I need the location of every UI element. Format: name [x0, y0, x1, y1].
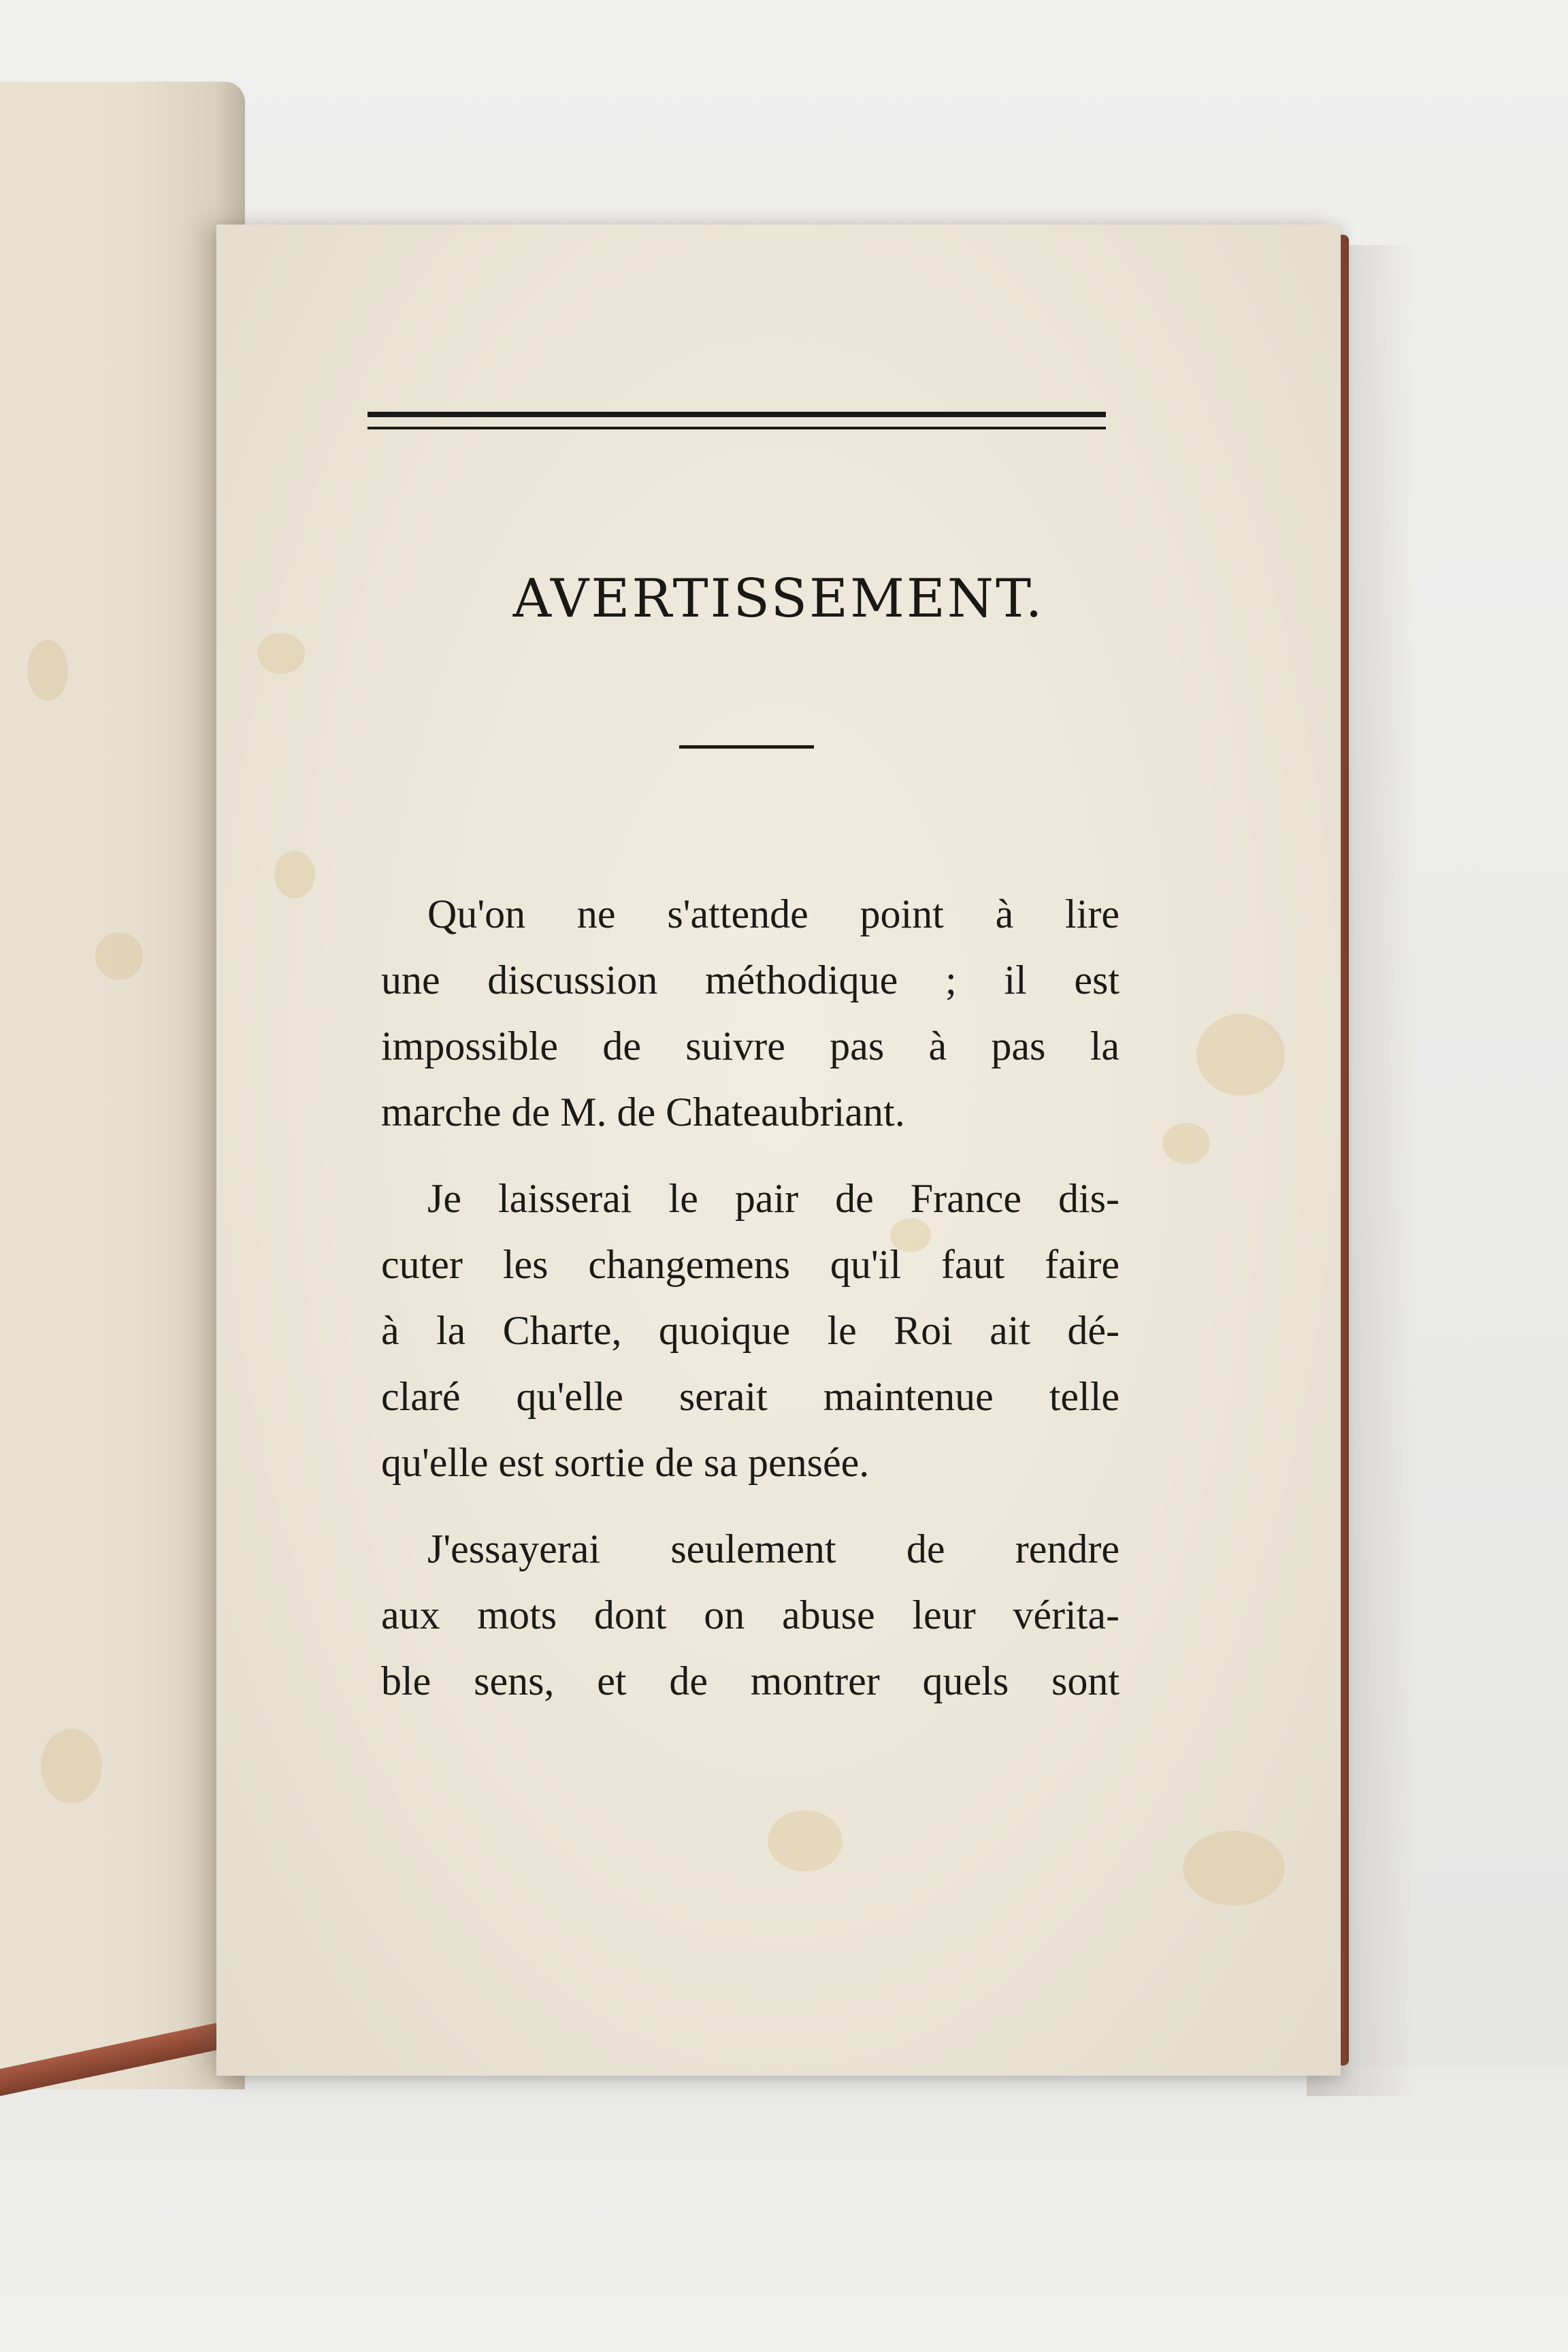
body-text: [381, 881, 1120, 1735]
text-line: à la Charte, quoique le Roi ait dé-: [381, 1308, 1120, 1353]
header-rule: [368, 412, 1106, 429]
text-line: qu'elle est sortie de sa pensée.: [381, 1440, 870, 1485]
text-line: marche de M. de Chateaubriant.: [381, 1090, 905, 1134]
paragraph: [381, 881, 1120, 1145]
text-line: Qu'on ne s'attende point à lire: [427, 892, 1120, 936]
left-page: [0, 82, 245, 2089]
book-page: [216, 225, 1341, 2076]
text-line: J'essayerai seulement de rendre: [427, 1526, 1120, 1571]
page-title: AVERTISSEMENT.: [512, 568, 1045, 630]
foxing-spot: [768, 1810, 843, 1872]
text-line: une discussion méthodique ; il est: [381, 958, 1120, 1002]
text-line: ble sens, et de montrer quels sont: [381, 1659, 1120, 1703]
text-line: claré qu'elle serait maintenue telle: [381, 1374, 1120, 1419]
foxing-spot: [95, 932, 143, 980]
text-line: aux mots dont on abuse leur vérita-: [381, 1592, 1120, 1637]
table-surface: [0, 2066, 1568, 2352]
text-line: Je laisserai le pair de France dis-: [427, 1176, 1120, 1221]
foxing-spot: [1162, 1123, 1210, 1164]
foxing-spot: [41, 1729, 102, 1803]
text-line: cuter les changemens qu'il faut faire: [381, 1242, 1120, 1287]
foxing-spot: [1196, 1014, 1285, 1096]
paragraph: [381, 1516, 1120, 1714]
foxing-spot: [274, 851, 315, 898]
title-divider: [679, 745, 814, 749]
foxing-spot: [1183, 1831, 1285, 1906]
foxing-spot: [27, 640, 68, 701]
foxing-spot: [257, 633, 305, 674]
paragraph: [381, 1166, 1120, 1496]
text-line: impossible de suivre pas à pas la: [381, 1024, 1120, 1068]
